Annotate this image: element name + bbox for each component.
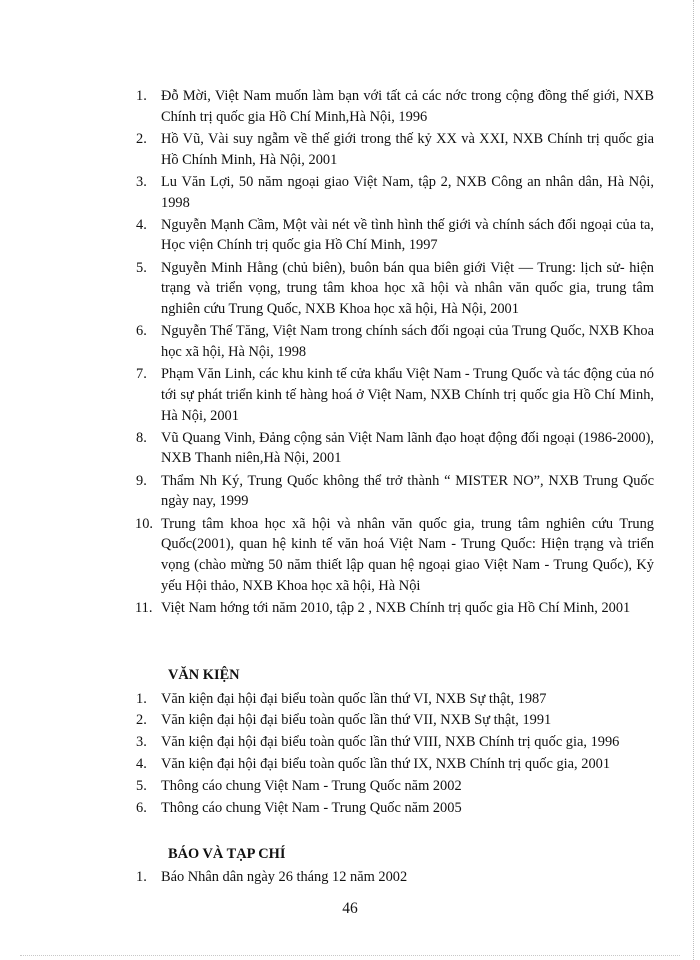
item-number: 11.	[135, 599, 153, 616]
item-text: Văn kiện đại hội đại biểu toàn quốc lần thứ VI, NXB Sự thật, 1987	[161, 690, 547, 707]
item-text: Thẩm Nh Ký, Trung Quốc không thể trở thành “ MISTER NO”, NXB Trung Quốc ngày nay, 1999	[161, 472, 654, 510]
list-item	[136, 776, 654, 797]
item-number: 3.	[136, 734, 147, 751]
item-text: Thông cáo chung Việt Nam - Trung Quốc năm 2005	[161, 799, 462, 816]
item-text: Văn kiện đại hội đại biểu toàn quốc lần thứ VII, NXB Sự thật, 1991	[161, 712, 552, 729]
item-number: 4.	[136, 216, 147, 233]
page-edge-bottom	[20, 955, 680, 956]
list-item	[136, 689, 654, 710]
item-number: 1.	[136, 869, 147, 886]
page-number: 46	[342, 900, 358, 917]
item-text: Nguyễn Mạnh Cầm, Một vài nét về tình hình thế giới và chính sách đối ngoại của ta, Học viện Chính trị quốc gia Hồ Chí Minh, 1997	[161, 216, 654, 254]
item-number: 3.	[136, 173, 147, 190]
list-item	[136, 172, 654, 213]
item-number: 5.	[136, 259, 147, 276]
list-item	[136, 258, 654, 320]
item-text: Lu Văn Lợi, 50 năm ngoại giao Việt Nam, tập 2, NXB Công an nhân dân, Hà Nội, 1998	[161, 173, 654, 211]
list-item	[136, 321, 654, 362]
item-number: 9.	[136, 472, 147, 489]
item-text: Vũ Quang Vinh, Đảng cộng sản Việt Nam lãnh đạo hoạt động đối ngoại (1986-2000), NXB Thanh niên,Hà Nội, 2001	[161, 429, 654, 467]
list-item	[136, 129, 654, 170]
list-item	[136, 471, 654, 512]
item-text: Trung tâm khoa học xã hội và nhân văn quốc gia, trung tâm nghiên cứu Trung Quốc(2001), quan hệ kinh tế văn hoá Việt Nam - Trung Quốc: Hiện trạng và triển vọng (chào mừng 50 năm thiết lập quan hệ ngoại giao Việt Nam - Trung Quốc), Kỷ yếu Hội thảo, NXB Khoa học xã hội, Hà Nội	[161, 515, 654, 594]
section-title-van-kien: VĂN KIỆN	[168, 666, 240, 683]
list-item	[136, 86, 654, 127]
bao-tap-chi-list	[136, 867, 654, 888]
reference-list	[136, 86, 654, 619]
item-number: 1.	[136, 690, 147, 707]
list-item	[136, 428, 654, 469]
list-item	[136, 215, 654, 256]
item-text: Đỗ Mời, Việt Nam muốn làm bạn với tất cả các nớc trong cộng đồng thế giới, NXB Chính trị quốc gia Hồ Chí Minh,Hà Nội, 1996	[161, 88, 654, 125]
list-item	[136, 514, 654, 597]
item-number: 2.	[136, 130, 147, 147]
list-item	[136, 798, 654, 819]
item-text: Hồ Vũ, Vài suy ngẫm về thế giới trong thế kỷ XX và XXI, NXB Chính trị quốc gia Hồ Chính Minh, Hà Nội, 2001	[161, 130, 654, 168]
item-number: 1.	[136, 88, 147, 104]
item-text: Báo Nhân dân ngày 26 tháng 12 năm 2002	[161, 869, 408, 886]
item-text: Phạm Văn Linh, các khu kinh tế cửa khẩu Việt Nam - Trung Quốc và tác động của nó tới sự phát triển kinh tế hàng hoá ở Việt Nam, NXB Chính trị quốc gia Hồ Chí Minh, Hà Nội, 2001	[161, 366, 654, 424]
list-item	[136, 754, 654, 775]
list-item	[136, 598, 654, 619]
item-text: Văn kiện đại hội đại biểu toàn quốc lần thứ IX, NXB Chính trị quốc gia, 2001	[161, 755, 611, 772]
item-number: 10.	[135, 515, 153, 532]
item-number: 8.	[136, 429, 147, 446]
item-number: 2.	[136, 712, 147, 729]
list-item	[136, 732, 654, 753]
van-kien-list	[136, 689, 654, 819]
item-number: 6.	[136, 799, 147, 816]
page-edge-right	[693, 0, 694, 960]
list-item	[136, 710, 654, 731]
list-item	[136, 364, 654, 426]
item-text: Thông cáo chung Việt Nam - Trung Quốc năm 2002	[161, 777, 462, 794]
list-item	[136, 867, 654, 888]
item-text: Việt Nam hớng tới năm 2010, tập 2 , NXB Chính trị quốc gia Hồ Chí Minh, 2001	[161, 599, 631, 616]
item-number: 7.	[136, 366, 147, 383]
item-number: 4.	[136, 755, 147, 772]
section-title-bao-tap-chi: BÁO VÀ TẠP CHÍ	[168, 846, 286, 863]
item-text: Nguyễn Thế Tăng, Việt Nam trong chính sách đối ngoại của Trung Quốc, NXB Khoa học xã hội, Hà Nội, 1998	[161, 323, 654, 360]
item-number: 6.	[136, 323, 147, 340]
item-text: Văn kiện đại hội đại biểu toàn quốc lần thứ VIII, NXB Chính trị quốc gia, 1996	[161, 734, 620, 751]
item-number: 5.	[136, 777, 147, 794]
item-text: Nguyễn Minh Hằng (chủ biên), buôn bán qua biên giới Việt — Trung: lịch sử- hiện trạng và triển vọng, trung tâm khoa học xã hội và nhân văn quốc gia, trung tâm nghiên cứu Trung Quốc, NXB Khoa học xã hội, Hà Nội, 2001	[161, 259, 654, 318]
page-content	[136, 86, 654, 889]
